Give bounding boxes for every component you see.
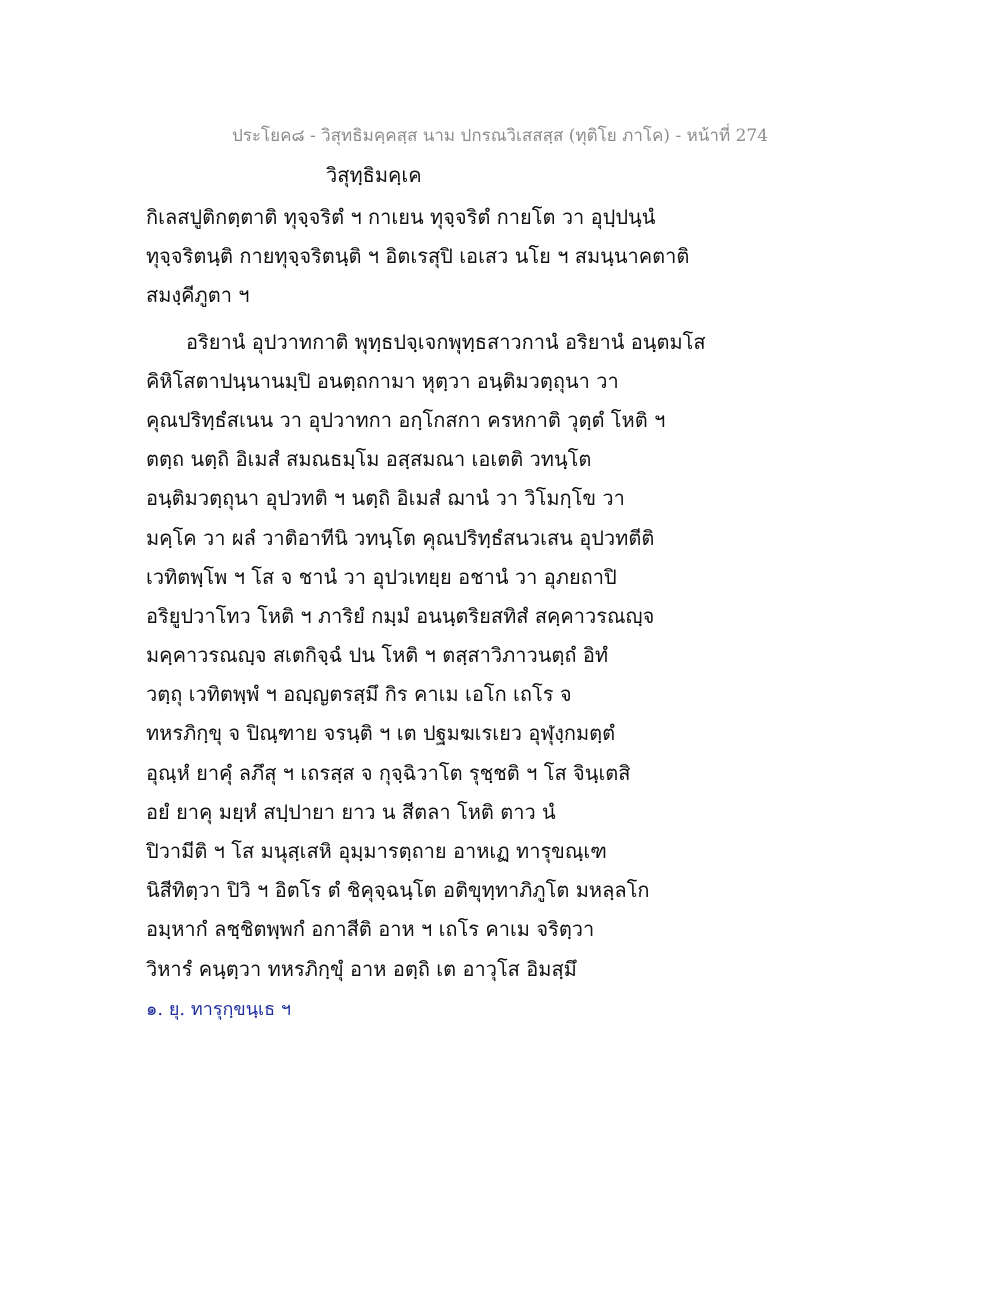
text-line: นิสีทิตฺวา ปิวิ ฯ อิตโร ตํ ชิคุจฺฉนฺโต อติขุทฺทาภิภูโต มหลฺลโก xyxy=(146,878,650,903)
text-line: สมงฺคีภูตา ฯ xyxy=(146,283,250,308)
text-line: ทุจฺจริตนฺติ กายทุจฺจริตนฺติ ฯ อิตเรสุปิ เอเสว นโย ฯ สมนฺนาคตาติ xyxy=(146,244,690,269)
text-line: อมฺหากํ ลชฺชิตพฺพกํ อกาสีติ อาห ฯ เถโร คาเม จริตฺวา xyxy=(146,917,595,942)
paragraph-start-line: อริยานํ อุปวาทกาติ พุทฺธปจฺเจกพุทฺธสาวกานํ อริยานํ อนฺตมโส xyxy=(186,329,706,354)
text-line: กิเลสปูติกตฺตาติ ทุจฺจริตํ ฯ กาเยน ทุจฺจริตํ กายโต วา อุปฺปนฺนํ xyxy=(146,205,656,229)
body-text xyxy=(146,198,866,989)
text-line: วิหารํ คนฺตฺวา ทหรภิกฺขุํ อาห อตฺถิ เต อาวุโส อิมสฺมึ xyxy=(146,956,577,981)
text-line: มคฺคาวรณญฺจ สเตกิจฺฉํ ปน โหติ ฯ ตสฺสาวิภาวนตฺถํ อิทํ xyxy=(146,643,609,668)
text-line: มคฺโค วา ผลํ วาติอาทีนิ วทนฺโต คุณปริทฺธํสนวเสน อุปวทตีติ xyxy=(146,525,655,550)
text-line: เวทิตพฺโพ ฯ โส จ ชานํ วา อุปวเทยฺย อชานํ วา อุภยถาปิ xyxy=(146,564,617,589)
section-title: วิสุทฺธิมคฺเค xyxy=(326,163,422,187)
text-line: คุณปริทฺธํสเนน วา อุปวาทกา อกฺโกสกา ครหกาติ วุตฺตํ โหติ ฯ xyxy=(146,407,666,432)
text-line: ตตฺถ นตฺถิ อิเมสํ สมณธมฺโม อสฺสมณา เอเตติ วทนฺโต xyxy=(146,447,592,472)
text-line: อนฺติมวตฺถุนา อุปวทติ ฯ นตฺถิ อิเมสํ ฌานํ วา วิโมกฺโข วา xyxy=(146,486,625,511)
text-line: อยํ ยาคุ มยฺหํ สปฺปายา ยาว น สีตลา โหติ ตาว นํ xyxy=(146,799,556,824)
footnote: ๑. ยุ. ทารุกฺขนฺเธ ฯ xyxy=(146,999,291,1020)
text-line: อริยูปวาโทว โหติ ฯ ภาริยํ กมฺมํ อนนฺตริยสทิสํ สคฺคาวรณญฺจ xyxy=(146,603,655,628)
text-line: คิหิโสตาปนฺนานมฺปิ อนตฺถกามา หุตฺวา อนฺติมวตฺถุนา วา xyxy=(146,368,619,393)
text-line: ปิวามีติ ฯ โส มนุสฺเสหิ อุมฺมารตฺถาย อาหเฏ ทารุขณฺเฑ xyxy=(146,839,607,863)
text-line: วตฺถุ เวทิตพฺพํ ฯ อญฺญตรสฺมึ กิร คาเม เอโก เถโร จ xyxy=(146,682,572,707)
text-line: ทหรภิกฺขุ จ ปิณฺฑาย จรนฺติ ฯ เต ปฐมฆเรเยว อุฬุงฺกมตฺตํ xyxy=(146,721,616,746)
running-header: ประโยค๘ - วิสุทธิมคฺคสฺส นาม ปกรณวิเสสสฺส (ทุติโย ภาโค) - หน้าที่ 274 xyxy=(231,126,769,146)
text-line: อุณฺหํ ยาคุํ ลภึสุ ฯ เถรสฺส จ กุจฺฉิวาโต รุชฺชติ ฯ โส จินฺเตสิ xyxy=(146,760,631,785)
